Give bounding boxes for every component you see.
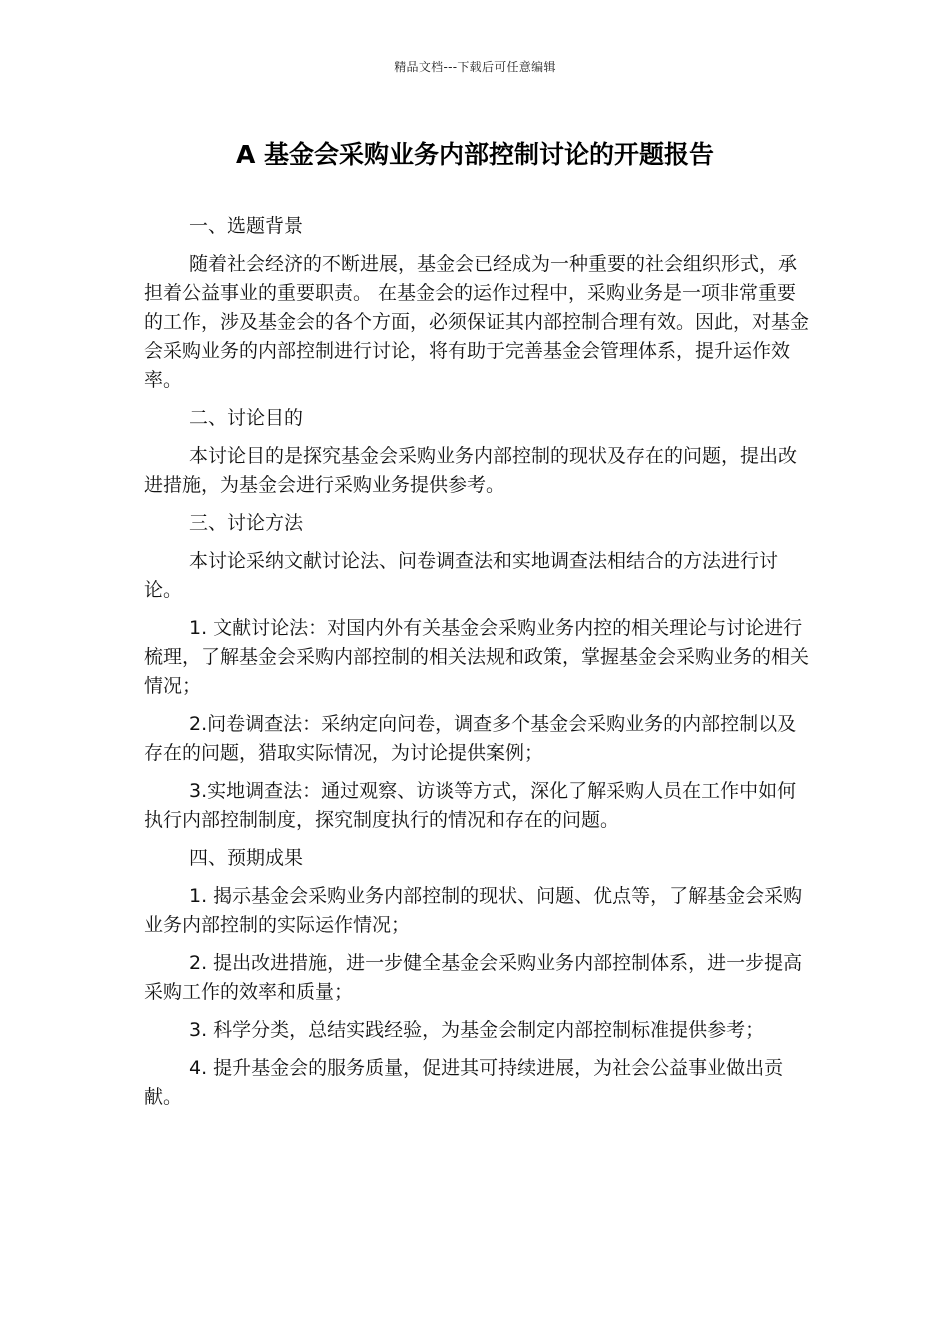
document-title: A 基金会采购业务内部控制讨论的开题报告 <box>235 140 715 169</box>
section-heading-purpose: 二、讨论目的 <box>189 407 304 429</box>
method-item-field-survey: 3.实地调查法：通过观察、访谈等方式，深化了解采购人员在工作中如何执行内部控制制度，探究制度执行的情况和存在的问题。 <box>144 780 797 831</box>
document-body <box>144 212 810 1121</box>
result-item-2: 2. 提出改进措施，进一步健全基金会采购业务内部控制体系，进一步提高采购工作的效率和质量； <box>144 952 803 1003</box>
section-heading-methods: 三、讨论方法 <box>189 512 304 534</box>
header-note: 精品文档---下载后可任意编辑 <box>394 60 556 74</box>
method-item-questionnaire: 2.问卷调查法：采纳定向问卷，调查多个基金会采购业务的内部控制以及存在的问题，猎取实际情况，为讨论提供案例； <box>144 713 797 764</box>
purpose-paragraph: 本讨论目的是探究基金会采购业务内部控制的现状及存在的问题，提出改进措施，为基金会进行采购业务提供参考。 <box>144 445 798 496</box>
methods-intro-paragraph: 本讨论采纳文献讨论法、问卷调查法和实地调查法相结合的方法进行讨论。 <box>144 550 779 601</box>
method-item-literature: 1. 文献讨论法：对国内外有关基金会采购业务内控的相关理论与讨论进行梳理，了解基金会采购内部控制的相关法规和政策，掌握基金会采购业务的相关情况； <box>144 617 810 697</box>
section-heading-background: 一、选题背景 <box>189 215 304 237</box>
result-item-1: 1. 揭示基金会采购业务内部控制的现状、问题、优点等，了解基金会采购业务内部控制的实际运作情况； <box>144 885 803 936</box>
result-item-3: 3. 科学分类，总结实践经验，为基金会制定内部控制标准提供参考； <box>189 1019 765 1041</box>
section-heading-expected-results: 四、预期成果 <box>189 847 304 869</box>
result-item-4: 4. 提升基金会的服务质量，促进其可持续进展，为社会公益事业做出贡献。 <box>144 1057 784 1108</box>
background-paragraph: 随着社会经济的不断进展，基金会已经成为一种重要的社会组织形式，承担着公益事业的重要职责。 在基金会的运作过程中，采购业务是一项非常重要的工作，涉及基金会的各个方面，必须保证其内部控制合理有效。因此，对基金会采购业务的内部控制进行讨论，将有助于完善基金会管理体系，提升运作效率。 <box>144 253 810 391</box>
